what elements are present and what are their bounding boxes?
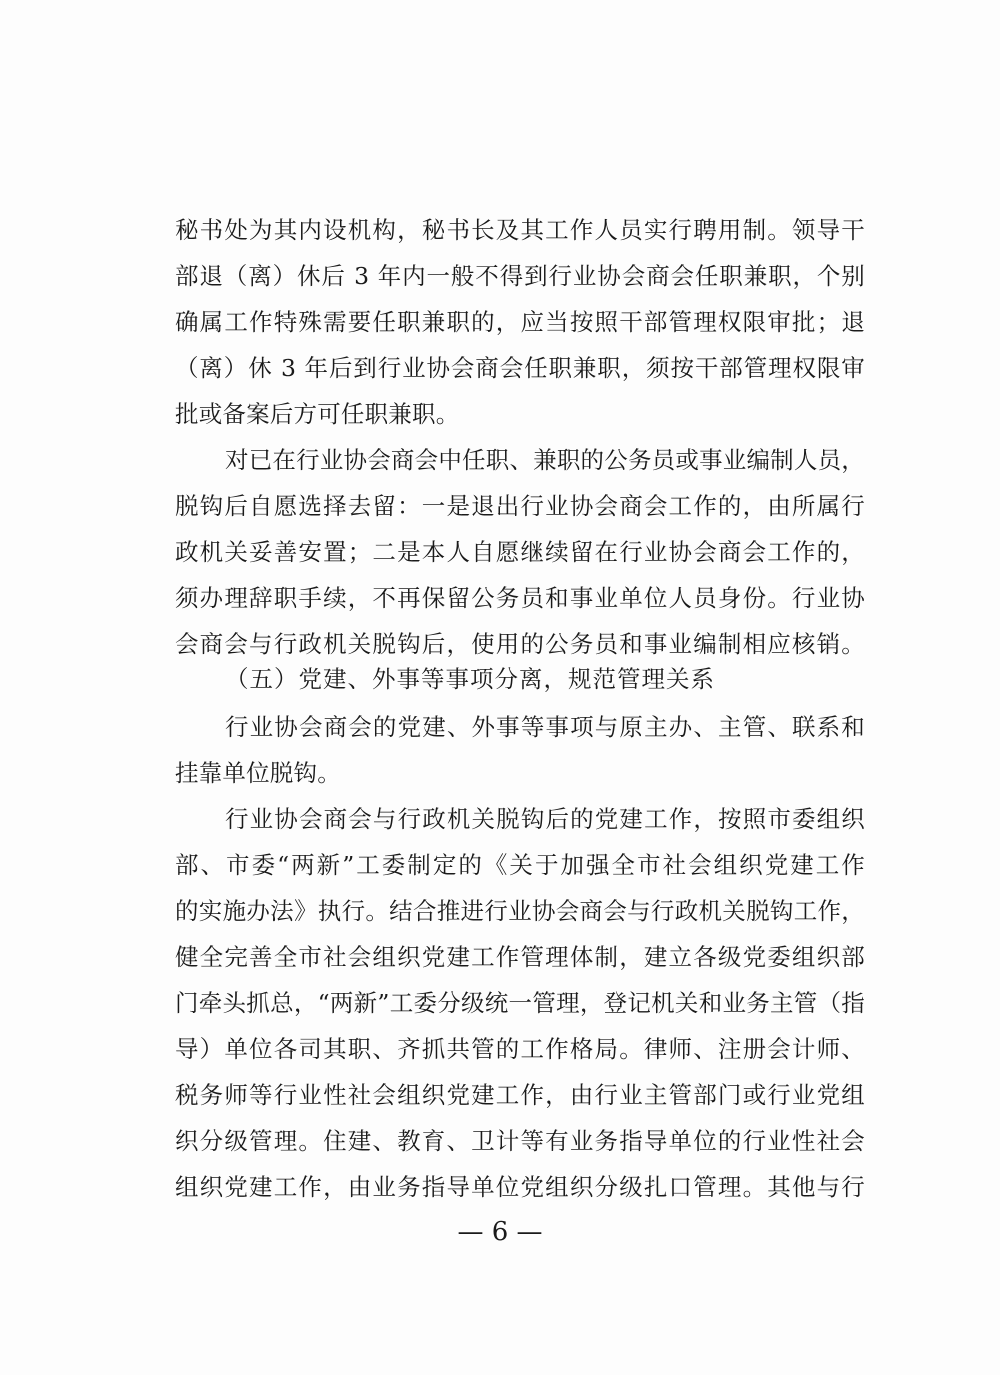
paragraph-first-line: 对已在行业协会商会中任职、兼职的公务员或事业编制人员， [225,446,865,474]
body-text-line: 秘书处为其内设机构，秘书长及其工作人员实行聘用制。领导干 [175,216,865,244]
page-number: — 6 — [457,1217,543,1247]
body-text-line: 政机关妥善安置；二是本人自愿继续留在行业协会商会工作的， [175,538,865,566]
body-text-line: 会商会与行政机关脱钩后，使用的公务员和事业编制相应核销。 [175,630,865,658]
body-text-line: 织分级管理。住建、教育、卫计等有业务指导单位的行业性社会 [175,1127,865,1155]
body-text-line: 部退（离）休后 3 年内一般不得到行业协会商会任职兼职，个别 [175,262,865,290]
body-text-line: 须办理辞职手续，不再保留公务员和事业单位人员身份。行业协 [175,584,865,612]
paragraph-first-line: 行业协会商会与行政机关脱钩后的党建工作，按照市委组织 [225,805,865,833]
body-text-line: （离）休 3 年后到行业协会商会任职兼职，须按干部管理权限审 [175,354,865,382]
paragraph-first-line: 行业协会商会的党建、外事等事项与原主办、主管、联系和 [225,713,865,741]
body-text-line: 健全完善全市社会组织党建工作管理体制，建立各级党委组织部 [175,943,865,971]
body-text-line: 部、市委“两新”工委制定的《关于加强全市社会组织党建工作 [175,851,865,879]
body-text-line: 的实施办法》执行。结合推进行业协会商会与行政机关脱钩工作， [175,897,865,925]
body-text-line: 门牵头抓总，“两新”工委分级统一管理，登记机关和业务主管（指 [175,989,865,1017]
body-text-line: 批或备案后方可任职兼职。 [175,400,460,428]
section-heading: （五）党建、外事等事项分离，规范管理关系 [225,665,715,693]
body-text-line: 组织党建工作，由业务指导单位党组织分级扎口管理。其他与行 [175,1173,865,1201]
body-text-line: 导）单位各司其职、齐抓共管的工作格局。律师、注册会计师、 [175,1035,865,1063]
body-text-line: 脱钩后自愿选择去留：一是退出行业协会商会工作的，由所属行 [175,492,865,520]
body-text-line: 税务师等行业性社会组织党建工作，由行业主管部门或行业党组 [175,1081,865,1109]
body-text-line: 确属工作特殊需要任职兼职的，应当按照干部管理权限审批；退 [175,308,865,336]
body-text-line: 挂靠单位脱钩。 [175,759,341,787]
